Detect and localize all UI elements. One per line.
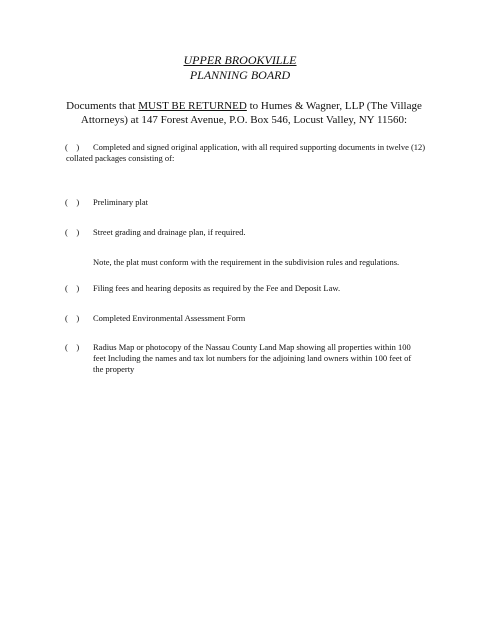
intro-emphasis: MUST BE RETURNED [138, 100, 247, 112]
item-text: Filing fees and hearing deposits as required by the Fee and Deposit Law. [93, 283, 341, 293]
note-text: Note, the plat must conform with the requirement in the subdivision rules and regulations. [93, 257, 400, 267]
intro-paragraph [56, 99, 432, 127]
title-board: PLANNING BOARD [189, 68, 291, 82]
checkbox-mark[interactable]: ( ) [65, 313, 80, 323]
item-text: Preliminary plat [93, 197, 149, 207]
checkbox-mark[interactable]: ( ) [65, 342, 80, 352]
item-text: Completed and signed original application, with all required supporting documents in twelve (12) collated packages consisting of: [66, 142, 426, 163]
checkbox-mark[interactable]: ( ) [65, 227, 80, 237]
checkbox-mark[interactable]: ( ) [65, 142, 80, 152]
item-text: Radius Map or photocopy of the Nassau County Land Map showing all properties within 100 feet Including the names and tax lot numbers for the adjoining land owners within 100 feet of the property [93, 342, 412, 374]
title-village: UPPER BROOKVILLE [183, 53, 297, 67]
intro-text-after: to Humes & Wagner, LLP (The Village Attorneys) at 147 Forest Avenue, P.O. Box 546, Locust Valley, NY 11560: [80, 100, 422, 126]
checkbox-mark[interactable]: ( ) [65, 283, 80, 293]
intro-text-before: Documents that [66, 100, 139, 112]
item-text: Street grading and drainage plan, if required. [93, 227, 246, 237]
item-text: Completed Environmental Assessment Form [93, 313, 246, 323]
checkbox-mark[interactable]: ( ) [65, 197, 80, 207]
